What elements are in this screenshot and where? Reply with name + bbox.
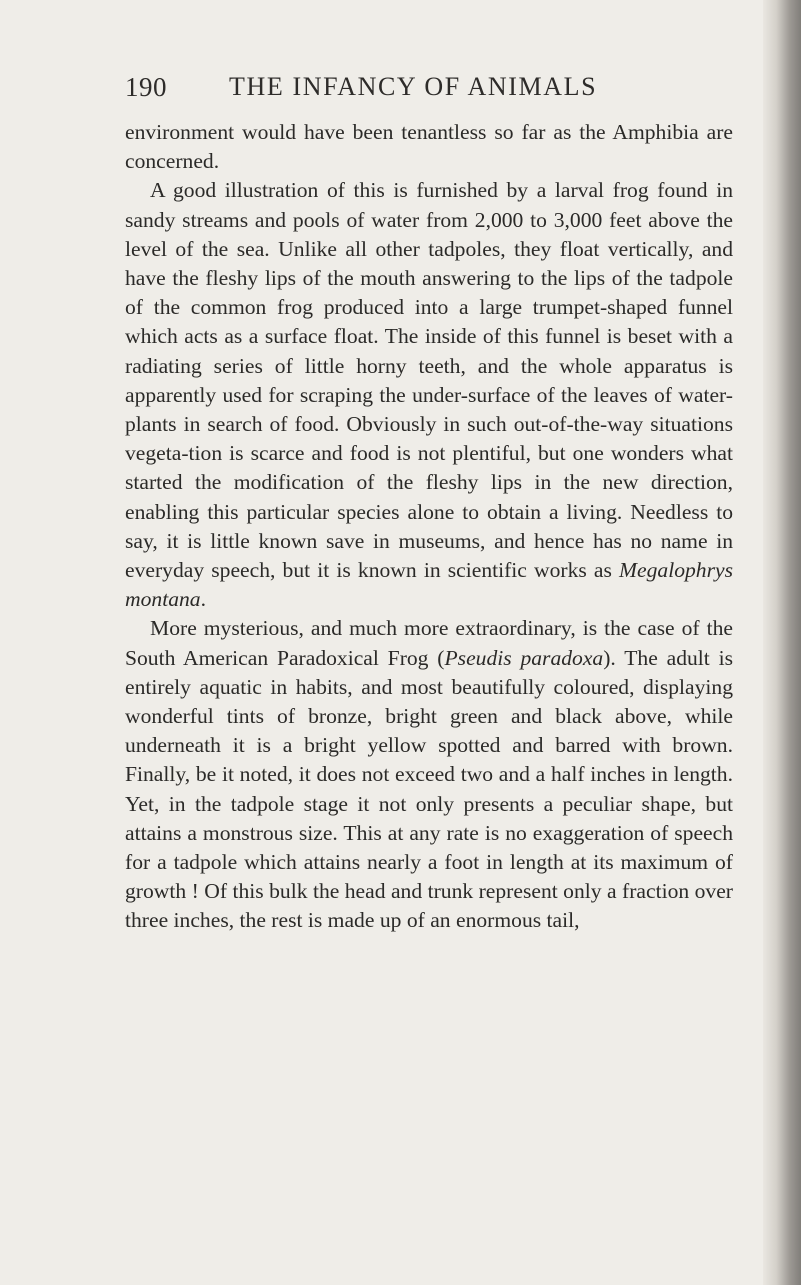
page-number: 190	[125, 72, 167, 102]
paragraph-1	[125, 118, 733, 176]
page-header	[125, 72, 745, 112]
running-title: THE INFANCY OF ANIMALS	[229, 72, 598, 101]
paragraph-2-end: .	[200, 587, 206, 612]
paragraph-3-rest: ). The adult is entirely aquatic in habits, and most beautifully coloured, displaying wonderful tints of bronze, bright green and black above, while underneath it is a bright yellow spotted and barred with brown. Finally, be it noted, it does not exceed two and a half inches in length. Yet, in the tadpole stage it not only presents a peculiar shape, but attains a monstrous size. This at any rate is no exaggeration of speech for a tadpole which attains nearly a foot in length at its maximum of growth ! Of this bulk the head and trunk represent only a fraction over three inches, the rest is made up of an enormous tail,	[125, 645, 733, 933]
page-edge-shadow	[763, 0, 801, 1285]
paragraph-2-species-name: Megalophrys montana	[125, 558, 733, 612]
body-text	[125, 118, 733, 936]
paragraph-3	[125, 614, 733, 935]
paragraph-1-text: environment would have been tenantless so far as the Amphibia are concerned.	[125, 120, 733, 174]
paragraph-3-text: More mysterious, and much more extraordinary, is the case of the South American Paradoxical Frog (	[125, 616, 733, 670]
paragraph-2-text: A good illustration of this is furnished by a larval frog found in sandy streams and pools of water from 2,000 to 3,000 feet above the level of the sea. Unlike all other tadpoles, they float vertically, and have the fleshy lips of the mouth answering to the lips of the tadpole of the common frog produced into a large trumpet-shaped funnel which acts as a surface float. The inside of this funnel is beset with a radiating series of little horny teeth, and the whole apparatus is apparently used for scraping the under-surface of the leaves of water-plants in search of food. Obviously in such out-of-the-way situations vegeta-tion is scarce and food is not plentiful, but one wonders what started the modification of the fleshy lips in the new direction, enabling this particular species alone to obtain a living. Needless to say, it is little known save in museums, and hence has no name in everyday speech, but it is known in scientific works as	[125, 178, 733, 583]
paragraph-2	[125, 176, 733, 614]
paragraph-3-species-name: Pseudis paradoxa	[444, 645, 604, 670]
